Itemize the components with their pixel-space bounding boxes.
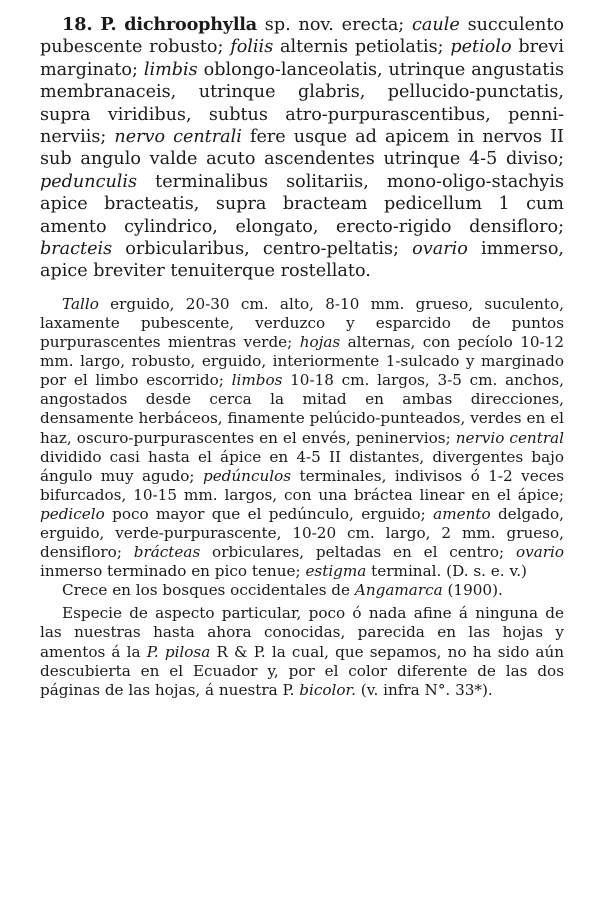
italic-term: ovario (412, 239, 468, 260)
text-run: orbiculares, peltadas en el centro; (200, 543, 516, 562)
italic-term: bicolor. (299, 680, 356, 699)
text-run: (v. infra N°. 33*). (355, 680, 493, 699)
text-run: oblongo-lanceolatis, utrinque angustatis membranaceis, utrinque glabris, pellucido-punctatis, supra viridibus, subtus atro-purpurascentibus, penni-nerviis; (40, 59, 564, 148)
text-run: R & P. la cual, que sepamos, no ha sido aún descubierta en el Ecuador y, por el color diferente de las dos páginas de las hojas, á nuestra P. (40, 642, 565, 699)
text-run: terminalibus solitariis, mono-oligo-stachyis apice bracteatis, supra bracteam pedicellum 1 cum amento cylindrico, elongato, erecto-rigido densifloro; (40, 171, 564, 237)
italic-term: limbis (143, 59, 198, 80)
text-run: terminales, indivisos ó 1-2 veces bifurcados, 10-15 mm. largos, con una bráctea linear en el ápice; (40, 466, 564, 504)
text-run: delgado, erguido, verde-purpurascente, 10-20 cm. largo, 2 mm. grueso, densifloro; (40, 504, 564, 562)
italic-term: pedunculis (40, 171, 138, 192)
italic-term: estigma (305, 562, 367, 581)
italic-term: P. pilosa (146, 642, 211, 661)
remarks-paragraph (40, 604, 564, 699)
text-run: orbicularibus, centro-peltatis; (112, 239, 413, 260)
text-run: erguido, 20-30 cm. alto, 8-10 mm. grueso, suculento, laxamente pubescente, verduzco y esparcido de puntos purpurascentes mientras verde; (40, 294, 564, 352)
latin-body (40, 15, 564, 281)
text-run: alternas, con pecíolo 10-12 mm. largo, robusto, erguido, interiormente 1-sulcado y marginado por el limbo escorrido; (40, 333, 564, 390)
italic-term: bracteis (40, 239, 113, 260)
text-run: Especie de aspecto particular, poco ó nada afine á ninguna de las nuestras hasta ahora conocidas, parecida en las hojas y amentos á la (40, 604, 564, 661)
italic-term: pedicelo (40, 504, 105, 523)
italic-term: amento (433, 504, 491, 523)
species-number: 18. (62, 14, 93, 35)
text-run: sp. nov. erecta; (257, 15, 413, 35)
text-run: inmerso terminado en pico tenue; (40, 562, 306, 581)
italic-term: Angamarca (354, 581, 443, 600)
latin-description (40, 14, 564, 283)
section-gap (40, 283, 564, 295)
text-run: brevi marginato; (40, 37, 564, 80)
italic-term: brácteas (133, 543, 201, 562)
italic-term: ovario (515, 543, 565, 562)
text-run: alternis petiolatis; (273, 37, 451, 58)
text-run: poco mayor que el pedúnculo, erguido; (104, 504, 434, 523)
italic-term: petiolo (450, 37, 512, 58)
italic-term: nervo centrali (114, 127, 242, 148)
text-run: succulento pubescente robusto; (40, 15, 565, 58)
italic-term: caule (412, 15, 460, 35)
italic-term: hojas (299, 333, 341, 352)
species-name: dichroophylla (124, 14, 257, 35)
italic-term: Tallo (62, 294, 99, 313)
text-run: terminal. (D. s. e. v.) (366, 562, 527, 581)
text-run: 10-18 cm. largos, 3-5 cm. anchos, angostados desde cerca la mitad en ambas direcciones, densamente herbáceos, finamente pelúcido-punteados, verdes en el haz, oscuro-purpurascentes en el envés, peninervios; (40, 371, 564, 447)
spanish-description (40, 295, 564, 581)
text-run: fere usque ad apicem in nervos II sub angulo valde acuto ascendentes utrinque 4-5 diviso; (40, 127, 564, 170)
text-run: immerso, apice breviter tenuiterque rostellato. (40, 239, 565, 282)
italic-term: nervio central (455, 428, 564, 447)
italic-term: limbos (231, 371, 283, 390)
text-run: Crece en los bosques occidentales de (62, 581, 355, 600)
genus-abbrev: P. (100, 14, 117, 35)
text-run: (1900). (442, 581, 503, 600)
habitat-paragraph (40, 581, 564, 600)
italic-term: pedúnculos (202, 466, 292, 485)
text-run: dividido casi hasta el ápice en 4-5 II distantes, divergentes bajo ángulo muy agudo; (40, 447, 564, 485)
italic-term: foliis (230, 37, 274, 58)
spanish-section (40, 295, 564, 700)
